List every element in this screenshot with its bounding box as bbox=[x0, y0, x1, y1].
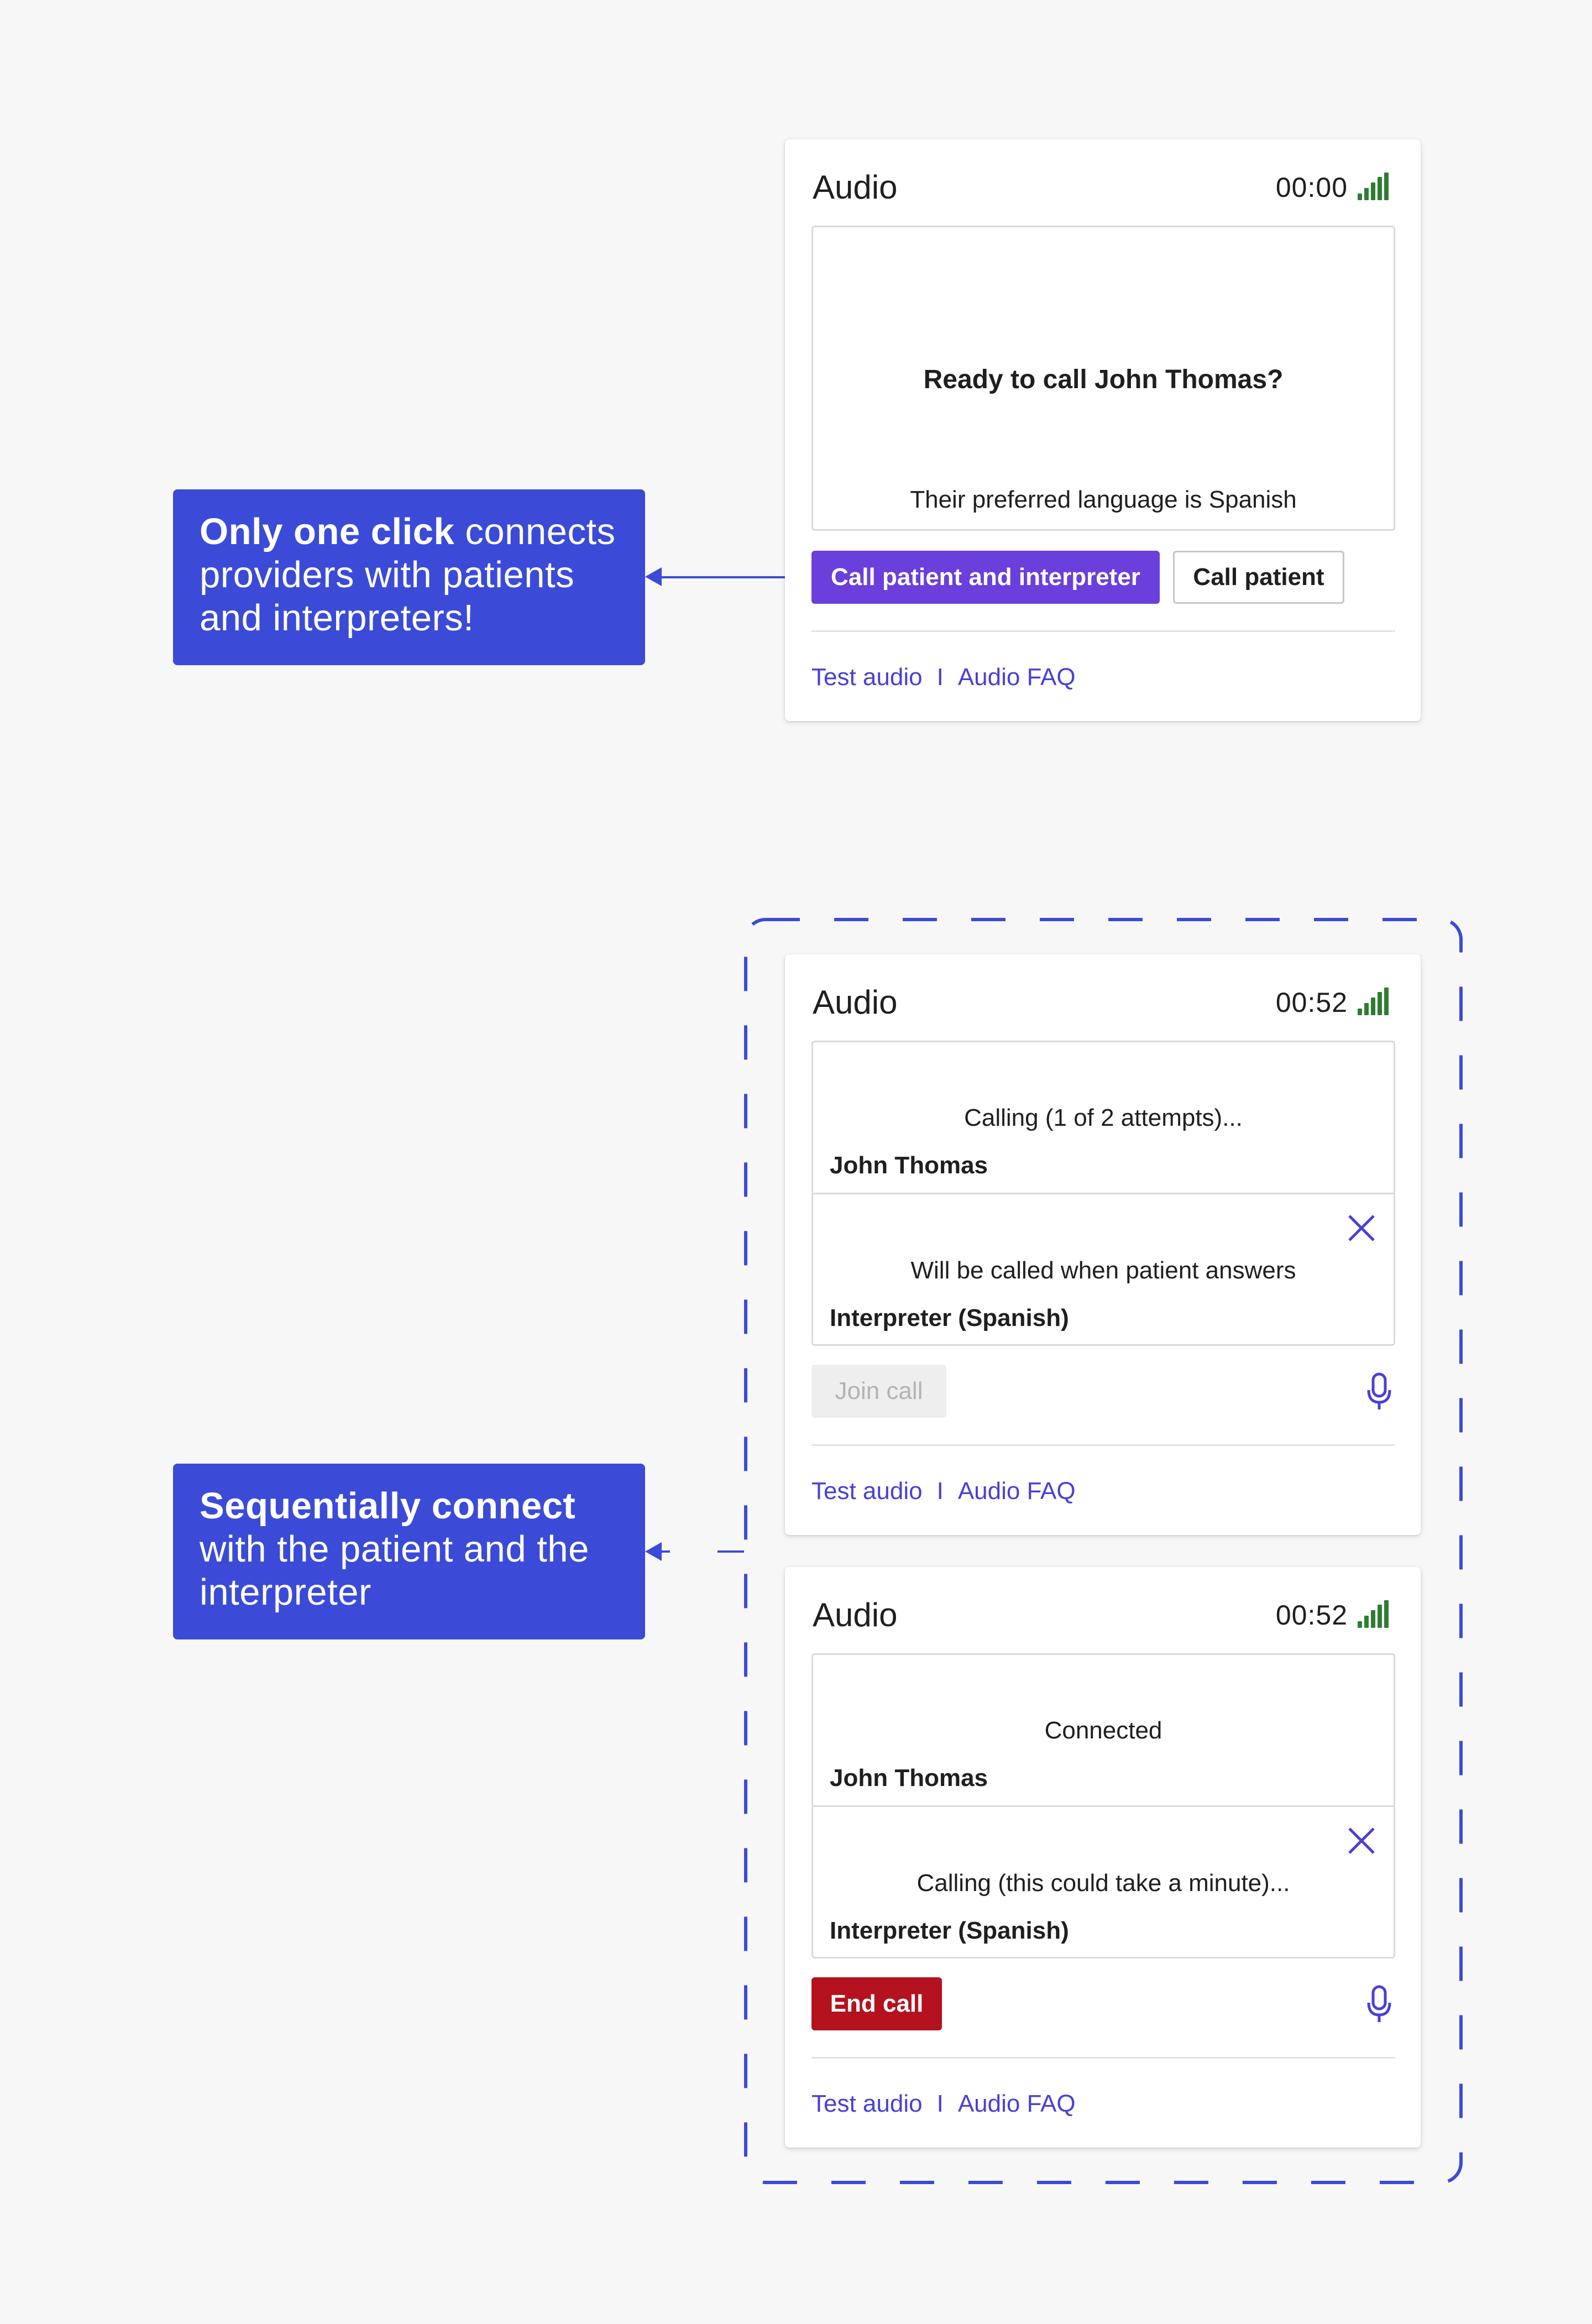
test-audio-link[interactable]: Test audio bbox=[811, 1477, 923, 1505]
call-patient-button[interactable]: Call patient bbox=[1173, 551, 1344, 604]
callout-bold-text: Only one click bbox=[200, 511, 455, 552]
end-call-button[interactable]: End call bbox=[811, 1977, 942, 2030]
signal-strength-icon bbox=[1358, 173, 1391, 200]
card-title: Audio bbox=[813, 1596, 898, 1633]
divider bbox=[811, 1444, 1395, 1446]
test-audio-link[interactable]: Test audio bbox=[811, 664, 923, 691]
audio-faq-link[interactable]: Audio FAQ bbox=[957, 664, 1076, 691]
participants-panel bbox=[811, 1041, 1395, 1346]
participant-divider bbox=[813, 1805, 1394, 1807]
audio-card-ready bbox=[785, 139, 1421, 721]
audio-card-connected bbox=[785, 1567, 1421, 2148]
audio-faq-link[interactable]: Audio FAQ bbox=[957, 2090, 1076, 2117]
callout-sequential bbox=[173, 1464, 645, 1639]
preferred-language-text: Their preferred language is Spanish bbox=[910, 486, 1297, 513]
patient-name: John Thomas bbox=[830, 1764, 988, 1792]
connector-line bbox=[718, 1550, 744, 1553]
footer-links bbox=[811, 664, 1076, 691]
call-timer: 00:52 bbox=[1275, 987, 1348, 1018]
interpreter-name: Interpreter (Spanish) bbox=[830, 1304, 1069, 1331]
patient-status: Connected bbox=[1044, 1717, 1162, 1744]
test-audio-link[interactable]: Test audio bbox=[811, 2090, 923, 2117]
close-icon[interactable] bbox=[1346, 1213, 1377, 1244]
ready-message: Ready to call John Thomas? bbox=[923, 365, 1284, 394]
divider bbox=[811, 630, 1395, 632]
interpreter-name: Interpreter (Spanish) bbox=[830, 1917, 1069, 1944]
call-timer: 00:00 bbox=[1275, 172, 1348, 203]
participant-divider bbox=[813, 1193, 1394, 1194]
call-timer: 00:52 bbox=[1275, 1600, 1348, 1631]
call-status-panel bbox=[811, 226, 1395, 531]
callout-text: with the patient and the interpreter bbox=[200, 1528, 589, 1613]
link-separator: I bbox=[936, 2090, 944, 2117]
card-title: Audio bbox=[813, 169, 898, 206]
signal-strength-icon bbox=[1358, 1600, 1391, 1628]
footer-links bbox=[811, 1477, 1076, 1505]
link-separator: I bbox=[936, 1477, 944, 1505]
interpreter-status: Will be called when patient answers bbox=[910, 1257, 1296, 1284]
participants-panel bbox=[811, 1653, 1395, 1959]
link-separator: I bbox=[936, 664, 944, 691]
patient-name: John Thomas bbox=[830, 1152, 988, 1179]
audio-faq-link[interactable]: Audio FAQ bbox=[957, 1477, 1076, 1505]
call-patient-and-interpreter-button[interactable]: Call patient and interpreter bbox=[811, 551, 1160, 604]
microphone-icon[interactable] bbox=[1366, 1985, 1392, 2024]
footer-links bbox=[811, 2090, 1076, 2118]
callout-text: connects providers with patients and interpreters! bbox=[200, 511, 616, 639]
callout-bold-text: Sequentially connect bbox=[200, 1485, 576, 1527]
microphone-icon[interactable] bbox=[1366, 1372, 1392, 1411]
patient-status: Calling (1 of 2 attempts)... bbox=[964, 1104, 1243, 1131]
connector-line bbox=[658, 1550, 670, 1553]
signal-strength-icon bbox=[1358, 988, 1391, 1015]
join-call-button[interactable]: Join call bbox=[811, 1365, 946, 1418]
callout-one-click bbox=[173, 489, 645, 665]
audio-card-calling bbox=[785, 954, 1421, 1535]
card-title: Audio bbox=[813, 984, 898, 1021]
divider bbox=[811, 2057, 1395, 2059]
interpreter-status: Calling (this could take a minute)... bbox=[917, 1869, 1290, 1897]
close-icon[interactable] bbox=[1346, 1825, 1377, 1856]
